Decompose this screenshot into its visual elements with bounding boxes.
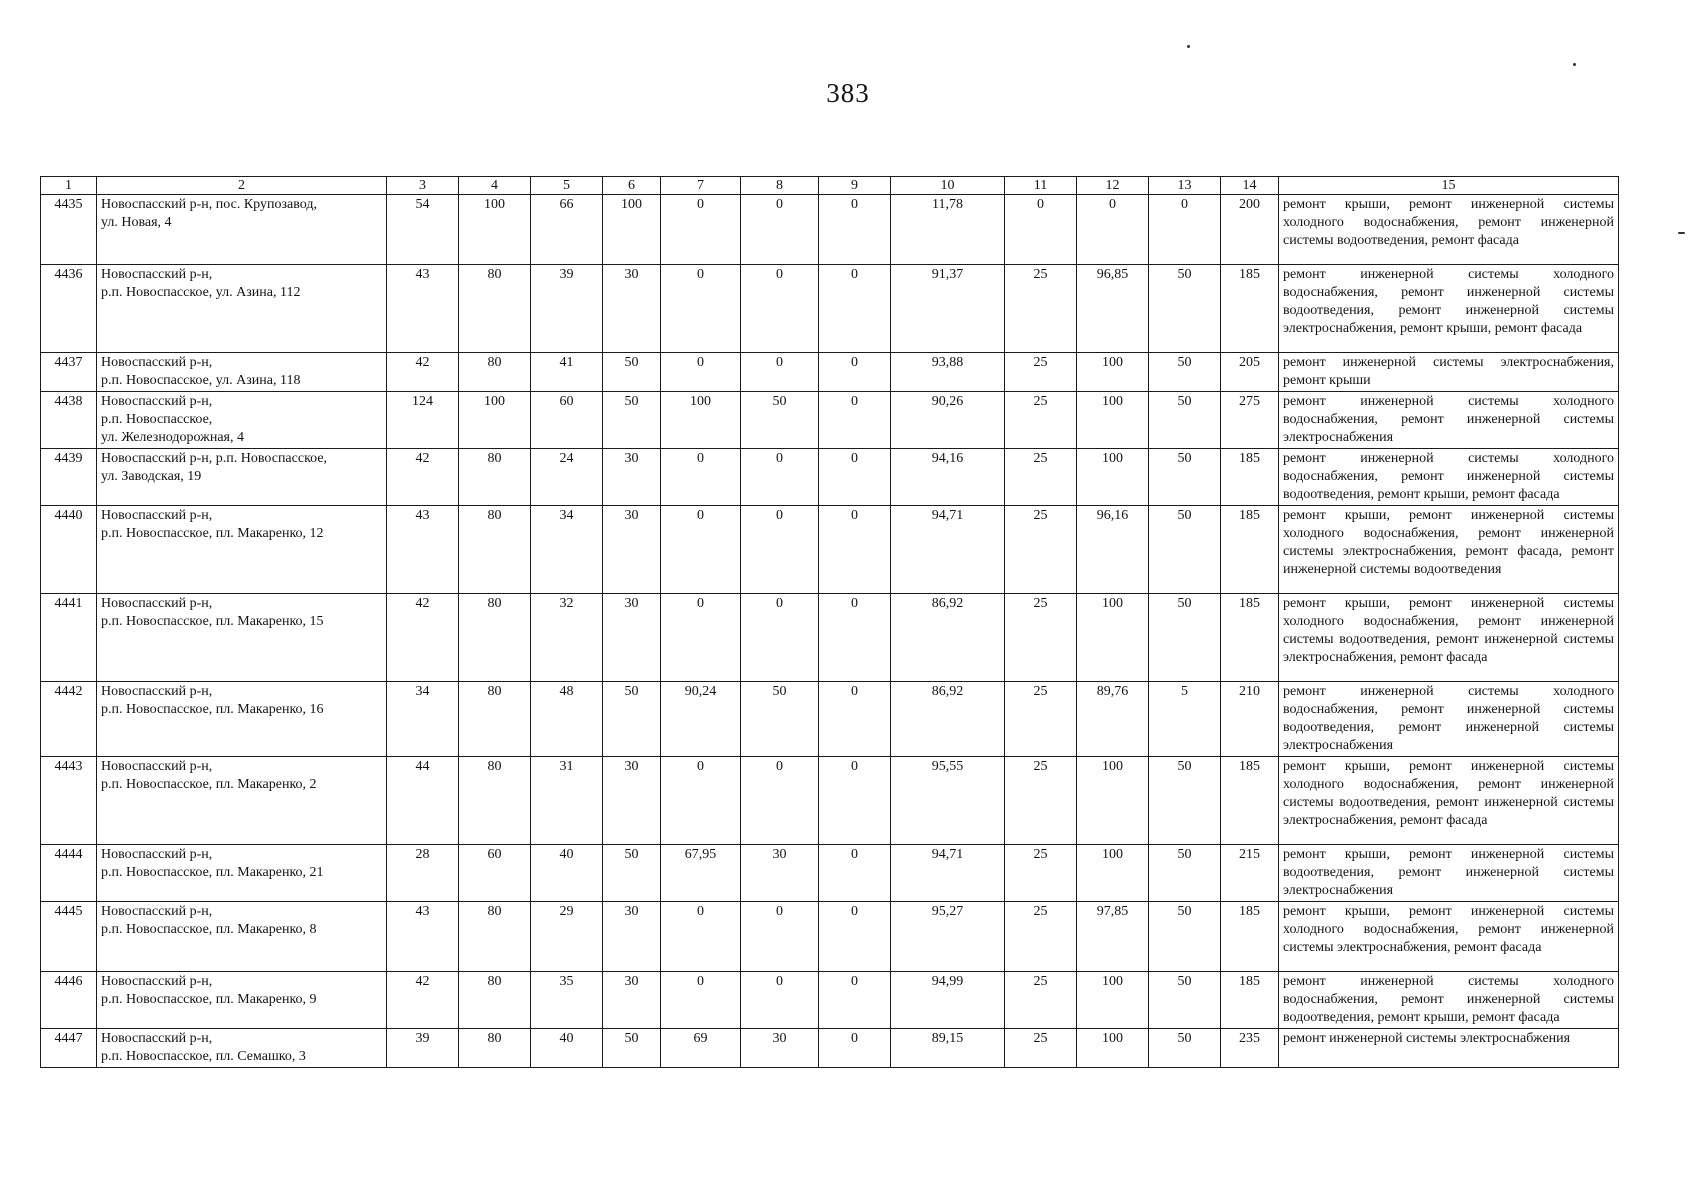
value-cell-col-9: 0	[819, 845, 891, 902]
value-cell-col-9: 0	[819, 353, 891, 392]
value-cell-col-8: 30	[741, 845, 819, 902]
value-cell-col-5: 40	[531, 1029, 603, 1068]
repair-works-cell: ремонт крыши, ремонт инженерной системы холодного водоснабжения, ремонт инженерной системы электроснабжения, ремонт фасада, ремонт инженерной системы водоотведения	[1279, 506, 1619, 594]
value-cell-col-13: 50	[1149, 972, 1221, 1029]
value-cell-col-13: 0	[1149, 195, 1221, 265]
address-line: Новоспасский р-н, р.п. Новоспасское,	[101, 451, 328, 466]
value-cell-col-6: 30	[603, 265, 661, 353]
value-cell-col-14: 200	[1221, 195, 1279, 265]
value-cell-col-4: 80	[459, 353, 531, 392]
value-cell-col-5: 29	[531, 902, 603, 972]
value-cell-col-5: 60	[531, 392, 603, 449]
value-cell-col-8: 0	[741, 449, 819, 506]
row-number: 4443	[41, 757, 97, 845]
value-cell-col-12: 100	[1077, 1029, 1149, 1068]
value-cell-col-11: 25	[1005, 506, 1077, 594]
value-cell-col-3: 54	[387, 195, 459, 265]
value-cell-col-11: 0	[1005, 195, 1077, 265]
column-header-1: 1	[41, 177, 97, 195]
value-cell-col-3: 124	[387, 392, 459, 449]
table-row	[41, 195, 1619, 265]
column-header-3: 3	[387, 177, 459, 195]
value-cell-col-11: 25	[1005, 845, 1077, 902]
value-cell-col-14: 235	[1221, 1029, 1279, 1068]
row-number: 4444	[41, 845, 97, 902]
value-cell-col-12: 100	[1077, 449, 1149, 506]
address-line: ул. Новая, 4	[101, 215, 172, 230]
address-cell	[97, 845, 387, 902]
value-cell-col-6: 50	[603, 682, 661, 757]
value-cell-col-7: 0	[661, 449, 741, 506]
value-cell-col-13: 50	[1149, 1029, 1221, 1068]
value-cell-col-3: 39	[387, 1029, 459, 1068]
row-number: 4436	[41, 265, 97, 353]
value-cell-col-14: 210	[1221, 682, 1279, 757]
value-cell-col-12: 97,85	[1077, 902, 1149, 972]
value-cell-col-13: 5	[1149, 682, 1221, 757]
column-header-13: 13	[1149, 177, 1221, 195]
address-line: ул. Заводская, 19	[101, 469, 202, 484]
value-cell-col-13: 50	[1149, 449, 1221, 506]
value-cell-col-7: 0	[661, 902, 741, 972]
row-number: 4435	[41, 195, 97, 265]
value-cell-col-4: 80	[459, 902, 531, 972]
value-cell-col-12: 0	[1077, 195, 1149, 265]
value-cell-col-3: 34	[387, 682, 459, 757]
column-header-9: 9	[819, 177, 891, 195]
value-cell-col-8: 50	[741, 682, 819, 757]
value-cell-col-6: 50	[603, 1029, 661, 1068]
value-cell-col-4: 80	[459, 682, 531, 757]
value-cell-col-10: 86,92	[891, 682, 1005, 757]
value-cell-col-10: 95,55	[891, 757, 1005, 845]
value-cell-col-8: 30	[741, 1029, 819, 1068]
table-row	[41, 265, 1619, 353]
value-cell-col-7: 90,24	[661, 682, 741, 757]
value-cell-col-11: 25	[1005, 682, 1077, 757]
value-cell-col-12: 89,76	[1077, 682, 1149, 757]
value-cell-col-14: 185	[1221, 594, 1279, 682]
address-cell	[97, 1029, 387, 1068]
address-cell	[97, 506, 387, 594]
value-cell-col-10: 94,71	[891, 506, 1005, 594]
row-number: 4441	[41, 594, 97, 682]
value-cell-col-14: 185	[1221, 265, 1279, 353]
value-cell-col-3: 42	[387, 449, 459, 506]
value-cell-col-10: 94,71	[891, 845, 1005, 902]
address-cell	[97, 195, 387, 265]
value-cell-col-8: 0	[741, 902, 819, 972]
header-row	[41, 177, 1619, 195]
value-cell-col-10: 11,78	[891, 195, 1005, 265]
address-line: Новоспасский р-н,	[101, 974, 213, 989]
value-cell-col-6: 50	[603, 845, 661, 902]
table-row	[41, 449, 1619, 506]
value-cell-col-14: 215	[1221, 845, 1279, 902]
value-cell-col-6: 100	[603, 195, 661, 265]
value-cell-col-5: 34	[531, 506, 603, 594]
column-header-2: 2	[97, 177, 387, 195]
value-cell-col-9: 0	[819, 902, 891, 972]
value-cell-col-12: 96,16	[1077, 506, 1149, 594]
column-header-6: 6	[603, 177, 661, 195]
value-cell-col-12: 100	[1077, 757, 1149, 845]
value-cell-col-6: 30	[603, 972, 661, 1029]
value-cell-col-14: 185	[1221, 902, 1279, 972]
value-cell-col-5: 39	[531, 265, 603, 353]
column-header-10: 10	[891, 177, 1005, 195]
table-row	[41, 757, 1619, 845]
value-cell-col-4: 80	[459, 1029, 531, 1068]
row-number: 4438	[41, 392, 97, 449]
value-cell-col-12: 96,85	[1077, 265, 1149, 353]
value-cell-col-4: 80	[459, 757, 531, 845]
registry-table	[40, 176, 1619, 1068]
value-cell-col-8: 0	[741, 506, 819, 594]
value-cell-col-11: 25	[1005, 902, 1077, 972]
value-cell-col-5: 48	[531, 682, 603, 757]
value-cell-col-7: 0	[661, 195, 741, 265]
value-cell-col-10: 86,92	[891, 594, 1005, 682]
row-number: 4446	[41, 972, 97, 1029]
address-line: Новоспасский р-н,	[101, 508, 213, 523]
repair-works-cell: ремонт инженерной системы холодного водоснабжения, ремонт инженерной системы водоотведения, ремонт инженерной системы электроснабжения	[1279, 682, 1619, 757]
value-cell-col-9: 0	[819, 682, 891, 757]
table-row	[41, 594, 1619, 682]
table-body	[41, 195, 1619, 1068]
table-row	[41, 682, 1619, 757]
value-cell-col-5: 32	[531, 594, 603, 682]
address-cell	[97, 902, 387, 972]
address-line: Новоспасский р-н,	[101, 1031, 213, 1046]
value-cell-col-13: 50	[1149, 353, 1221, 392]
value-cell-col-7: 0	[661, 353, 741, 392]
value-cell-col-13: 50	[1149, 757, 1221, 845]
value-cell-col-4: 80	[459, 594, 531, 682]
table-row	[41, 845, 1619, 902]
value-cell-col-12: 100	[1077, 353, 1149, 392]
repair-works-cell: ремонт инженерной системы холодного водоснабжения, ремонт инженерной системы электроснабжения	[1279, 392, 1619, 449]
value-cell-col-12: 100	[1077, 392, 1149, 449]
table-row	[41, 353, 1619, 392]
table-row	[41, 972, 1619, 1029]
value-cell-col-6: 50	[603, 392, 661, 449]
value-cell-col-11: 25	[1005, 594, 1077, 682]
value-cell-col-11: 25	[1005, 757, 1077, 845]
value-cell-col-3: 28	[387, 845, 459, 902]
address-line: р.п. Новоспасское, пл. Макаренко, 8	[101, 922, 317, 937]
value-cell-col-8: 0	[741, 353, 819, 392]
page-number: 383	[826, 78, 870, 108]
address-line: Новоспасский р-н,	[101, 759, 213, 774]
value-cell-col-9: 0	[819, 449, 891, 506]
row-number: 4440	[41, 506, 97, 594]
value-cell-col-13: 50	[1149, 506, 1221, 594]
address-line: р.п. Новоспасское,	[101, 412, 213, 427]
value-cell-col-4: 60	[459, 845, 531, 902]
address-cell	[97, 594, 387, 682]
repair-works-cell: ремонт инженерной системы электроснабжения	[1279, 1029, 1619, 1068]
address-line: ул. Железнодорожная, 4	[101, 430, 245, 445]
value-cell-col-6: 30	[603, 506, 661, 594]
value-cell-col-4: 80	[459, 449, 531, 506]
table-row	[41, 902, 1619, 972]
repair-works-cell: ремонт инженерной системы холодного водоснабжения, ремонт инженерной системы водоотведения, ремонт крыши, ремонт фасада	[1279, 449, 1619, 506]
table-row	[41, 392, 1619, 449]
value-cell-col-11: 25	[1005, 449, 1077, 506]
value-cell-col-6: 30	[603, 902, 661, 972]
value-cell-col-10: 94,99	[891, 972, 1005, 1029]
value-cell-col-8: 50	[741, 392, 819, 449]
column-header-12: 12	[1077, 177, 1149, 195]
value-cell-col-5: 41	[531, 353, 603, 392]
row-number: 4437	[41, 353, 97, 392]
address-cell	[97, 265, 387, 353]
address-line: Новоспасский р-н,	[101, 596, 213, 611]
value-cell-col-12: 100	[1077, 972, 1149, 1029]
value-cell-col-7: 69	[661, 1029, 741, 1068]
value-cell-col-14: 185	[1221, 506, 1279, 594]
column-header-15: 15	[1279, 177, 1619, 195]
value-cell-col-3: 43	[387, 265, 459, 353]
value-cell-col-3: 44	[387, 757, 459, 845]
repair-works-cell: ремонт инженерной системы электроснабжения, ремонт крыши	[1279, 353, 1619, 392]
value-cell-col-9: 0	[819, 265, 891, 353]
value-cell-col-7: 0	[661, 972, 741, 1029]
address-cell	[97, 449, 387, 506]
value-cell-col-13: 50	[1149, 265, 1221, 353]
value-cell-col-10: 93,88	[891, 353, 1005, 392]
value-cell-col-9: 0	[819, 195, 891, 265]
table-row	[41, 1029, 1619, 1068]
scan-speck	[1573, 63, 1576, 66]
value-cell-col-8: 0	[741, 195, 819, 265]
value-cell-col-9: 0	[819, 506, 891, 594]
row-number: 4439	[41, 449, 97, 506]
address-line: р.п. Новоспасское, пл. Макаренко, 12	[101, 526, 324, 541]
value-cell-col-8: 0	[741, 757, 819, 845]
value-cell-col-4: 100	[459, 195, 531, 265]
repair-works-cell: ремонт инженерной системы холодного водоснабжения, ремонт инженерной системы водоотведения, ремонт инженерной системы электроснабжения, ремонт крыши, ремонт фасада	[1279, 265, 1619, 353]
column-header-4: 4	[459, 177, 531, 195]
address-line: р.п. Новоспасское, пл. Макаренко, 9	[101, 992, 317, 1007]
value-cell-col-4: 80	[459, 265, 531, 353]
value-cell-col-10: 94,16	[891, 449, 1005, 506]
address-cell	[97, 682, 387, 757]
column-header-11: 11	[1005, 177, 1077, 195]
repair-works-cell: ремонт инженерной системы холодного водоснабжения, ремонт инженерной системы водоотведения, ремонт крыши, ремонт фасада	[1279, 972, 1619, 1029]
address-line: р.п. Новоспасское, пл. Семашко, 3	[101, 1049, 306, 1064]
address-cell	[97, 972, 387, 1029]
repair-works-cell: ремонт крыши, ремонт инженерной системы водоотведения, ремонт инженерной системы электроснабжения	[1279, 845, 1619, 902]
value-cell-col-3: 43	[387, 506, 459, 594]
value-cell-col-5: 31	[531, 757, 603, 845]
address-line: р.п. Новоспасское, пл. Макаренко, 15	[101, 614, 324, 629]
scan-speck	[1678, 232, 1685, 234]
value-cell-col-6: 50	[603, 353, 661, 392]
address-cell	[97, 757, 387, 845]
value-cell-col-10: 91,37	[891, 265, 1005, 353]
value-cell-col-7: 0	[661, 265, 741, 353]
value-cell-col-3: 42	[387, 353, 459, 392]
repair-works-cell: ремонт крыши, ремонт инженерной системы холодного водоснабжения, ремонт инженерной системы водоотведения, ремонт инженерной системы электроснабжения, ремонт фасада	[1279, 594, 1619, 682]
address-cell	[97, 353, 387, 392]
repair-works-cell: ремонт крыши, ремонт инженерной системы холодного водоснабжения, ремонт инженерной системы электроснабжения, ремонт фасада	[1279, 902, 1619, 972]
value-cell-col-10: 90,26	[891, 392, 1005, 449]
address-line: р.п. Новоспасское, пл. Макаренко, 21	[101, 865, 324, 880]
value-cell-col-9: 0	[819, 757, 891, 845]
value-cell-col-13: 50	[1149, 392, 1221, 449]
value-cell-col-7: 0	[661, 757, 741, 845]
address-line: Новоспасский р-н, пос. Крупозавод,	[101, 197, 317, 212]
value-cell-col-8: 0	[741, 594, 819, 682]
value-cell-col-5: 66	[531, 195, 603, 265]
value-cell-col-7: 100	[661, 392, 741, 449]
value-cell-col-4: 80	[459, 506, 531, 594]
column-header-14: 14	[1221, 177, 1279, 195]
value-cell-col-7: 0	[661, 506, 741, 594]
address-line: Новоспасский р-н,	[101, 684, 213, 699]
value-cell-col-9: 0	[819, 392, 891, 449]
value-cell-col-11: 25	[1005, 392, 1077, 449]
address-line: Новоспасский р-н,	[101, 355, 213, 370]
value-cell-col-14: 185	[1221, 757, 1279, 845]
value-cell-col-14: 205	[1221, 353, 1279, 392]
value-cell-col-10: 95,27	[891, 902, 1005, 972]
value-cell-col-11: 25	[1005, 265, 1077, 353]
address-line: Новоспасский р-н,	[101, 904, 213, 919]
value-cell-col-12: 100	[1077, 594, 1149, 682]
value-cell-col-6: 30	[603, 594, 661, 682]
value-cell-col-13: 50	[1149, 902, 1221, 972]
repair-works-cell: ремонт крыши, ремонт инженерной системы холодного водоснабжения, ремонт инженерной системы водоотведения, ремонт фасада	[1279, 195, 1619, 265]
address-line: Новоспасский р-н,	[101, 267, 213, 282]
value-cell-col-13: 50	[1149, 845, 1221, 902]
value-cell-col-13: 50	[1149, 594, 1221, 682]
address-line: р.п. Новоспасское, ул. Азина, 112	[101, 285, 301, 300]
value-cell-col-11: 25	[1005, 1029, 1077, 1068]
value-cell-col-9: 0	[819, 594, 891, 682]
value-cell-col-3: 43	[387, 902, 459, 972]
address-line: р.п. Новоспасское, пл. Макаренко, 16	[101, 702, 324, 717]
value-cell-col-8: 0	[741, 265, 819, 353]
row-number: 4447	[41, 1029, 97, 1068]
address-line: р.п. Новоспасское, ул. Азина, 118	[101, 373, 301, 388]
column-header-7: 7	[661, 177, 741, 195]
value-cell-col-6: 30	[603, 757, 661, 845]
column-header-5: 5	[531, 177, 603, 195]
address-cell	[97, 392, 387, 449]
value-cell-col-5: 24	[531, 449, 603, 506]
address-line: Новоспасский р-н,	[101, 394, 213, 409]
value-cell-col-12: 100	[1077, 845, 1149, 902]
address-line: р.п. Новоспасское, пл. Макаренко, 2	[101, 777, 317, 792]
repair-works-cell: ремонт крыши, ремонт инженерной системы холодного водоснабжения, ремонт инженерной системы водоотведения, ремонт инженерной системы электроснабжения, ремонт фасада	[1279, 757, 1619, 845]
value-cell-col-14: 185	[1221, 449, 1279, 506]
value-cell-col-9: 0	[819, 972, 891, 1029]
column-header-8: 8	[741, 177, 819, 195]
value-cell-col-11: 25	[1005, 972, 1077, 1029]
value-cell-col-8: 0	[741, 972, 819, 1029]
value-cell-col-4: 80	[459, 972, 531, 1029]
value-cell-col-6: 30	[603, 449, 661, 506]
table-row	[41, 506, 1619, 594]
scan-speck	[1187, 45, 1190, 48]
value-cell-col-5: 40	[531, 845, 603, 902]
value-cell-col-9: 0	[819, 1029, 891, 1068]
value-cell-col-5: 35	[531, 972, 603, 1029]
value-cell-col-4: 100	[459, 392, 531, 449]
value-cell-col-7: 67,95	[661, 845, 741, 902]
value-cell-col-14: 185	[1221, 972, 1279, 1029]
row-number: 4445	[41, 902, 97, 972]
address-line: Новоспасский р-н,	[101, 847, 213, 862]
value-cell-col-3: 42	[387, 594, 459, 682]
value-cell-col-3: 42	[387, 972, 459, 1029]
value-cell-col-7: 0	[661, 594, 741, 682]
row-number: 4442	[41, 682, 97, 757]
value-cell-col-11: 25	[1005, 353, 1077, 392]
value-cell-col-14: 275	[1221, 392, 1279, 449]
value-cell-col-10: 89,15	[891, 1029, 1005, 1068]
